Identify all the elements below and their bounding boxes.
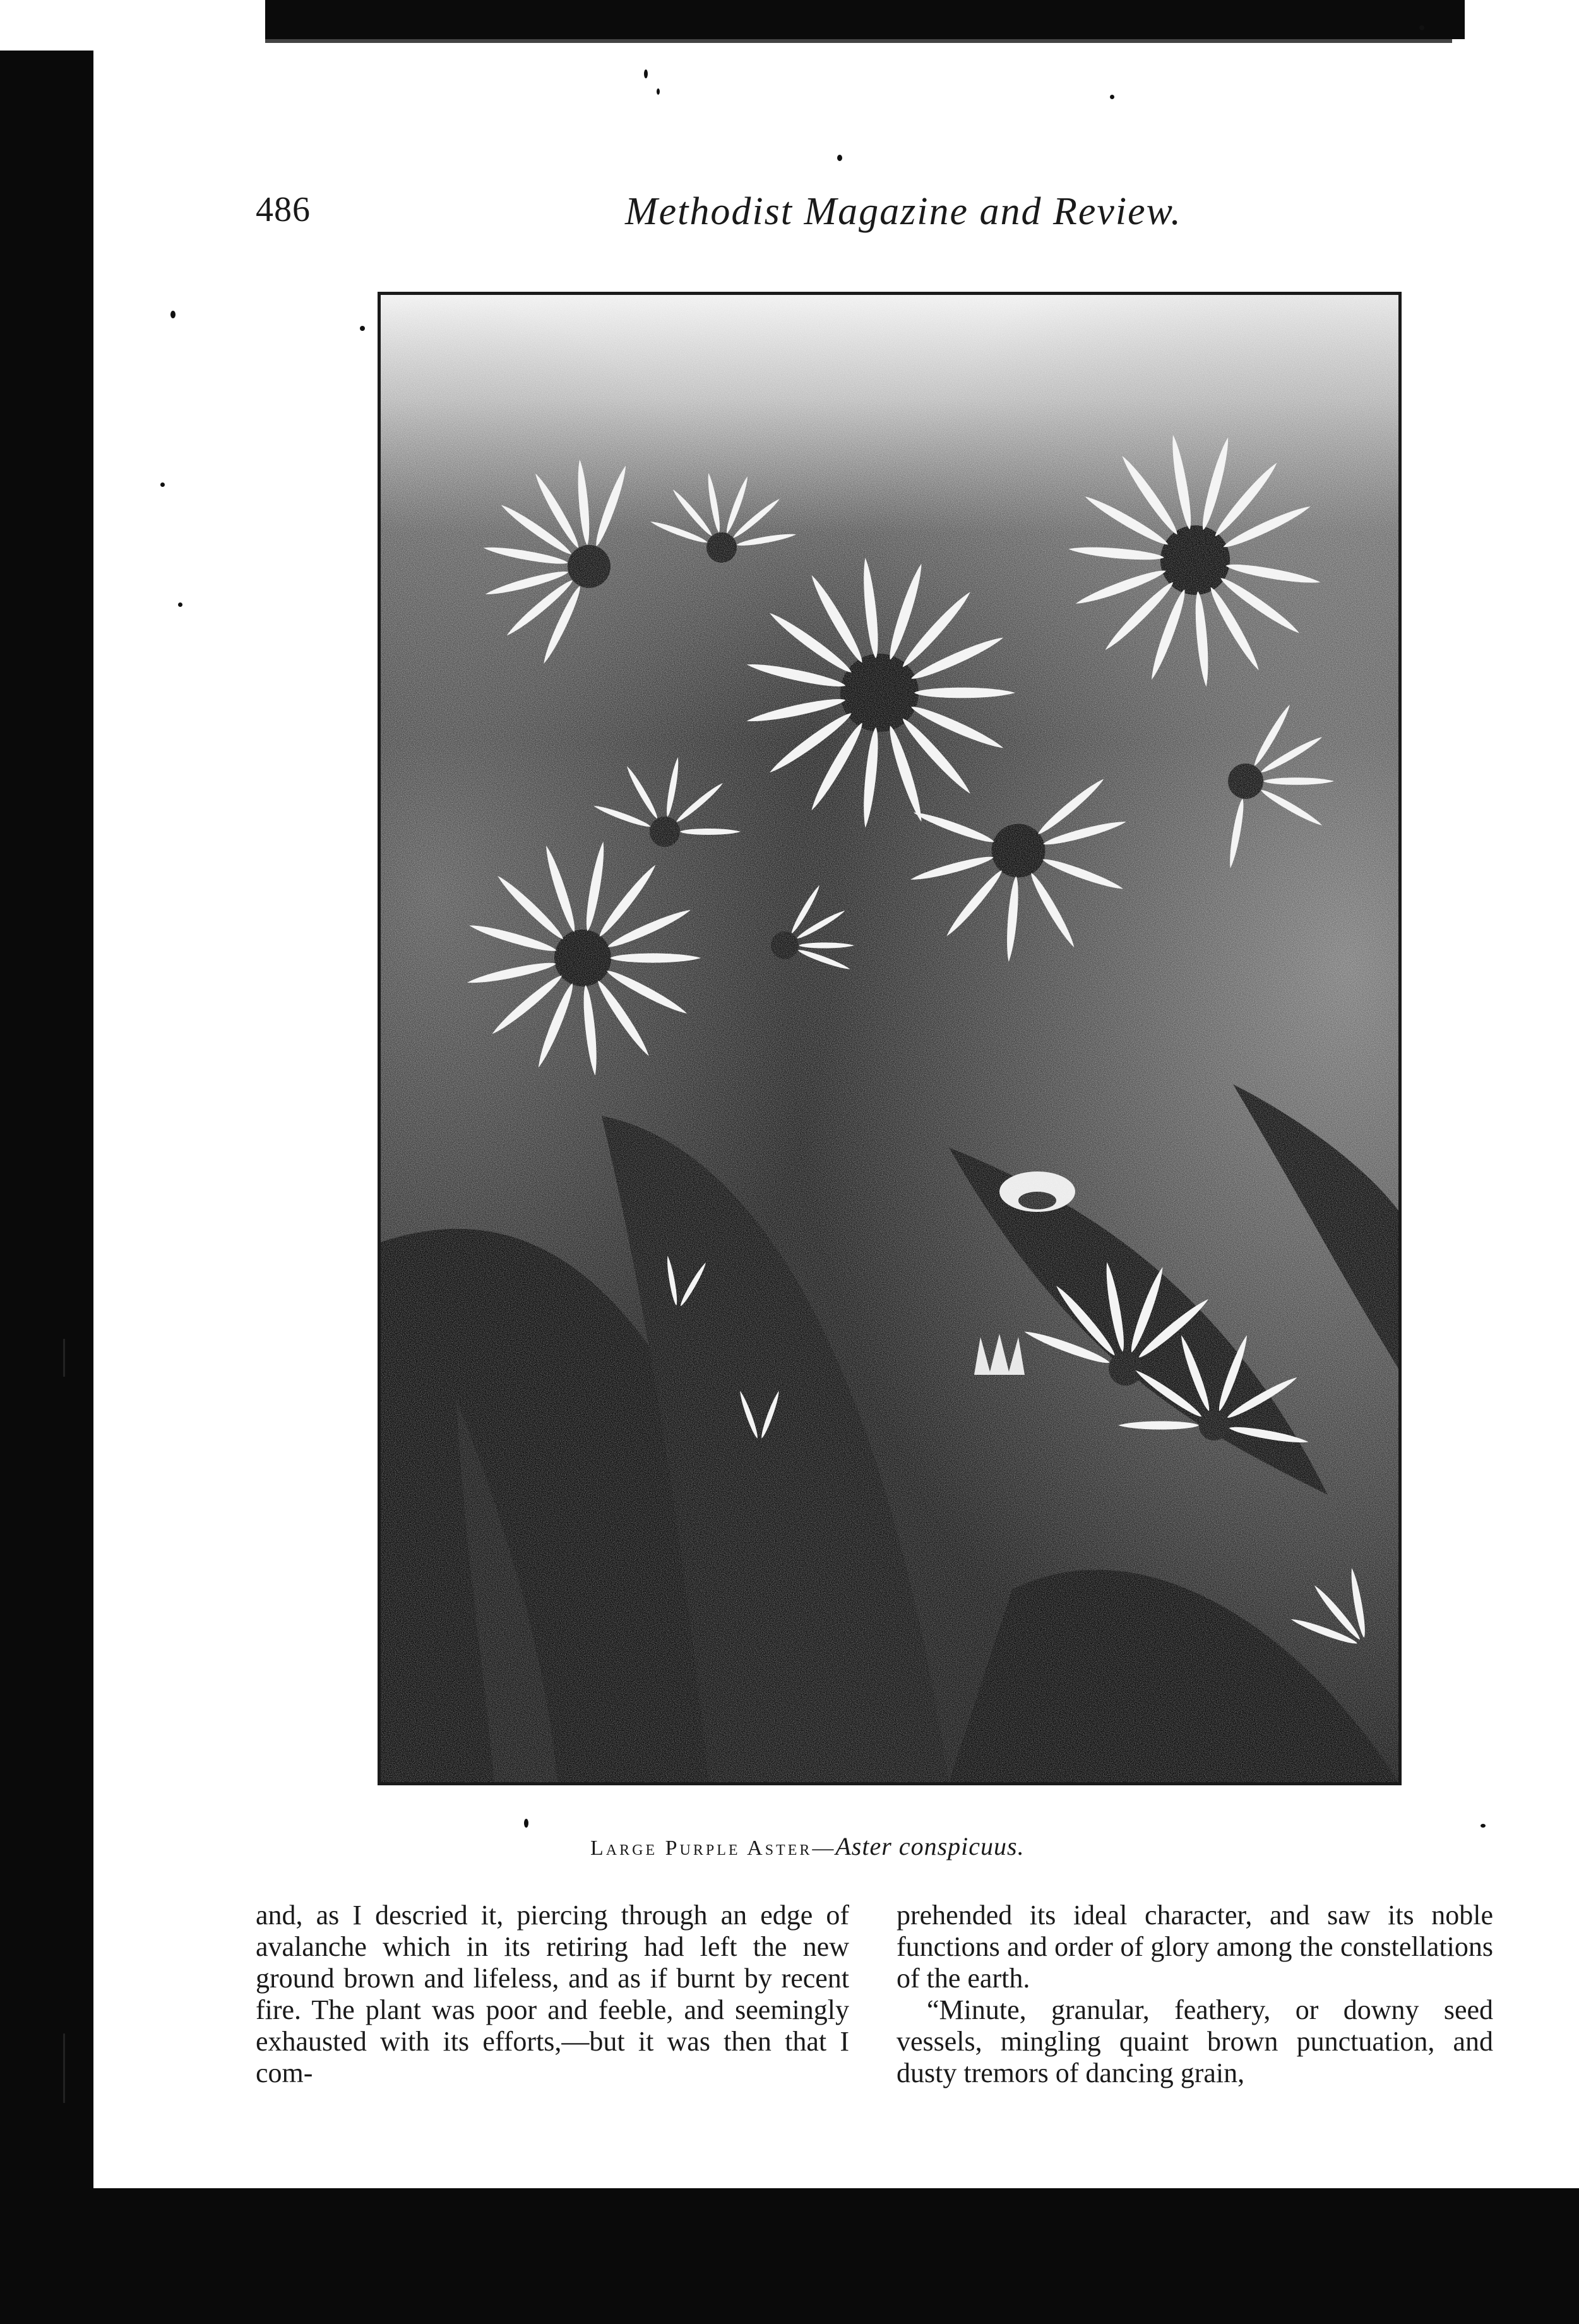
scan-speck [170, 311, 176, 318]
scan-speck [160, 482, 165, 487]
scan-edge-bottom [82, 2188, 1579, 2324]
scan-speck [178, 602, 182, 607]
caption-species: Aster conspicuus. [835, 1832, 1025, 1860]
scan-speck [657, 88, 660, 95]
paragraph-continued: prehended its ideal character, and saw its noble functions and order of glory among the constellations of the earth. [897, 1900, 1493, 1994]
aster-photograph-drawing [381, 295, 1398, 1782]
caption-title: Large Purple Aster [590, 1836, 813, 1860]
text-column-right [897, 1900, 1493, 2089]
running-title: Methodist Magazine and Review. [625, 190, 1182, 233]
paragraph-quote: “Minute, granular, feathery, or downy seed vessels, mingling quaint brown punctuation, and dusty tremors of dancing grain, [897, 1994, 1493, 2088]
margin-rule [63, 1339, 65, 1377]
scan-speck [524, 1819, 528, 1828]
scan-edge-top-line [265, 39, 1452, 43]
caption-dash: — [812, 1836, 836, 1860]
scan-speck [837, 155, 842, 161]
page-number: 486 [256, 190, 311, 229]
paragraph-continued: and, as I descried it, piercing through an edge of avalanche which in its retiring had left the new ground brown and lifeless, and as if burnt by recent fire. The plant was poor and feeble, and seemingly exhausted with its efforts,—but it was then that I com- [256, 1900, 849, 2088]
scan-speck [360, 326, 365, 331]
scan-speck [644, 69, 648, 78]
scan-speck [1419, 25, 1424, 30]
figure-caption [590, 1831, 1025, 1861]
margin-rule [63, 2033, 65, 2103]
scan-edge-left [0, 51, 93, 2324]
text-column-left [256, 1900, 849, 2089]
scan-speck [1481, 1824, 1486, 1828]
aster-photograph [378, 292, 1402, 1785]
scan-speck [1110, 95, 1114, 99]
scan-edge-top [265, 0, 1465, 39]
